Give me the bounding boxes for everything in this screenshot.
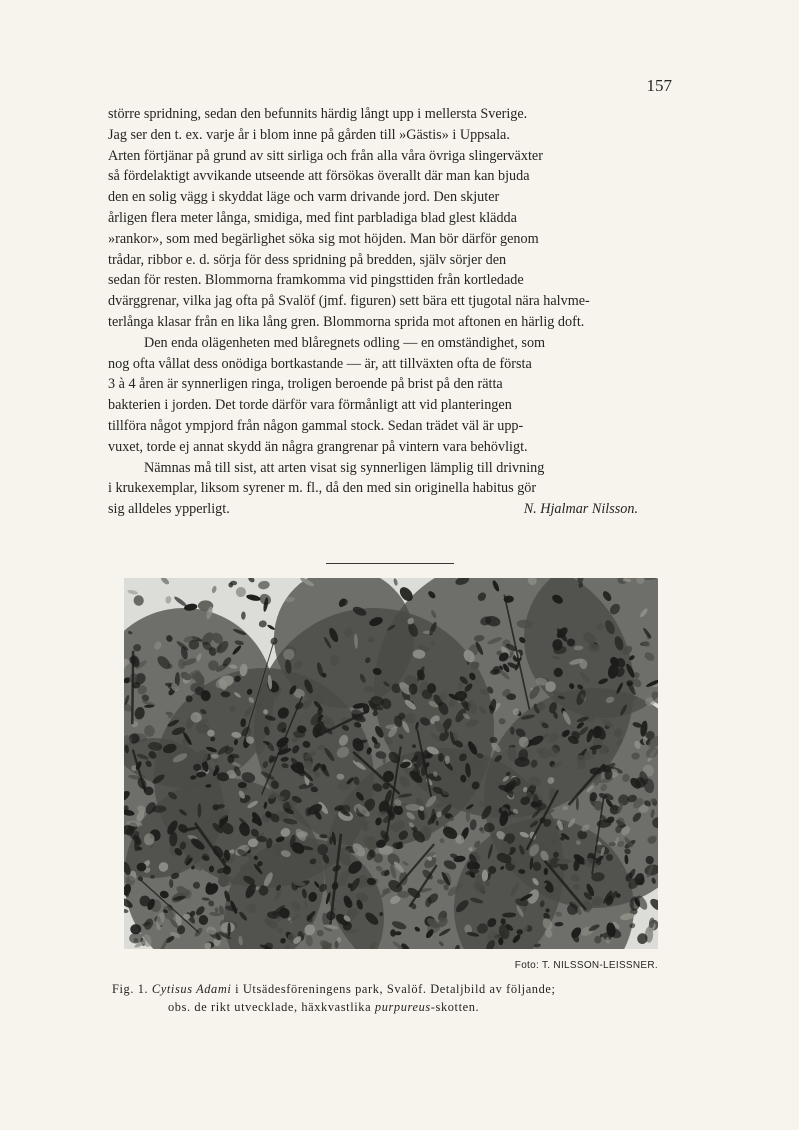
text-line: Den enda olägenheten med blåregnets odling — en omständighet, som bbox=[144, 334, 546, 351]
text-line: den en solig vägg i skyddat läge och varm drivande jord. Den skjuter bbox=[108, 189, 500, 206]
caption-label: Fig. 1. bbox=[112, 982, 149, 996]
text-line: sig alldeles ypperligt. bbox=[108, 501, 230, 518]
tree-foliage-image bbox=[124, 578, 658, 949]
text-line: vuxet, torde ej annat skydd än några grangrenar på vintern vara behövligt. bbox=[108, 438, 528, 455]
text-line: sedan för resten. Blommorna framkomma vid pingsttiden från kortledade bbox=[108, 272, 524, 289]
text-line: Jag ser den t. ex. varje år i blom inne på gården till »Gästis» i Uppsala. bbox=[108, 126, 510, 143]
tree-photograph bbox=[124, 578, 658, 949]
text-line: dvärggrenar, vilka jag ofta på Svalöf (jmf. figuren) sett bära ett tjugotal nära halvme- bbox=[108, 293, 590, 310]
closing-line bbox=[108, 499, 668, 520]
caption-species: Cytisus Adami bbox=[151, 982, 232, 996]
article-body bbox=[108, 104, 668, 520]
text-line: terlånga klasar från en lika lång gren. Blommorna sprida mot aftonen en härlig doft. bbox=[108, 313, 585, 330]
paragraph-1 bbox=[108, 104, 668, 333]
text-line: bakterien i jorden. Det torde därför vara förmånligt att vid planteringen bbox=[108, 397, 512, 414]
text-line: nog ofta vållat dess onödiga bortkastande — är, att tillväxten ofta de första bbox=[108, 355, 532, 372]
text-line: Nämnas må till sist, att arten visat sig synnerligen lämplig till drivning bbox=[144, 459, 545, 476]
text-line: 3 à 4 åren är synnerligen ringa, troligen beroende på brist på den rätta bbox=[108, 376, 503, 393]
text-line: större spridning, sedan den befunnits härdig långt upp i mellersta Sverige. bbox=[108, 106, 528, 122]
caption-text: -skotten. bbox=[430, 1000, 480, 1014]
text-line: Arten förtjänar på grund av sitt sirliga och från alla våra övriga slingerväxter bbox=[108, 147, 543, 164]
caption-line-2 bbox=[112, 998, 672, 1016]
caption-species-2: purpureus bbox=[374, 1000, 431, 1014]
text-line: årligen flera meter långa, smidiga, med fint parbladiga blad glest klädda bbox=[108, 209, 517, 226]
text-line: så fördelaktigt avvikande utseende att försökas överallt där man kan bjuda bbox=[108, 168, 530, 185]
photo-credit: Foto: T. NILSSON-LEISSNER. bbox=[514, 960, 658, 971]
section-separator bbox=[326, 563, 454, 564]
text-line: i krukexemplar, liksom syrener m. fl., då den med sin originella habitus gör bbox=[108, 480, 537, 497]
page-number: 157 bbox=[646, 76, 672, 95]
figure-caption bbox=[112, 980, 672, 1016]
caption-text: i Utsädesföreningens park, Svalöf. Detaljbild av följande; bbox=[235, 982, 556, 996]
paragraph-2 bbox=[108, 333, 668, 520]
caption-text: obs. de rikt utvecklade, häxkvastlika bbox=[168, 1000, 372, 1014]
text-line: tillföra något ympjord från någon gammal stock. Sedan trädet väl är upp- bbox=[108, 417, 524, 434]
text-line: trådar, ribbor e. d. sörja för dess spridning på bredden, själv sörjer den bbox=[108, 251, 507, 268]
author-signature: N. Hjalmar Nilsson. bbox=[523, 501, 638, 518]
text-line: »rankor», som med begärlighet söka sig mot höjden. Man bör därför genom bbox=[108, 230, 539, 247]
